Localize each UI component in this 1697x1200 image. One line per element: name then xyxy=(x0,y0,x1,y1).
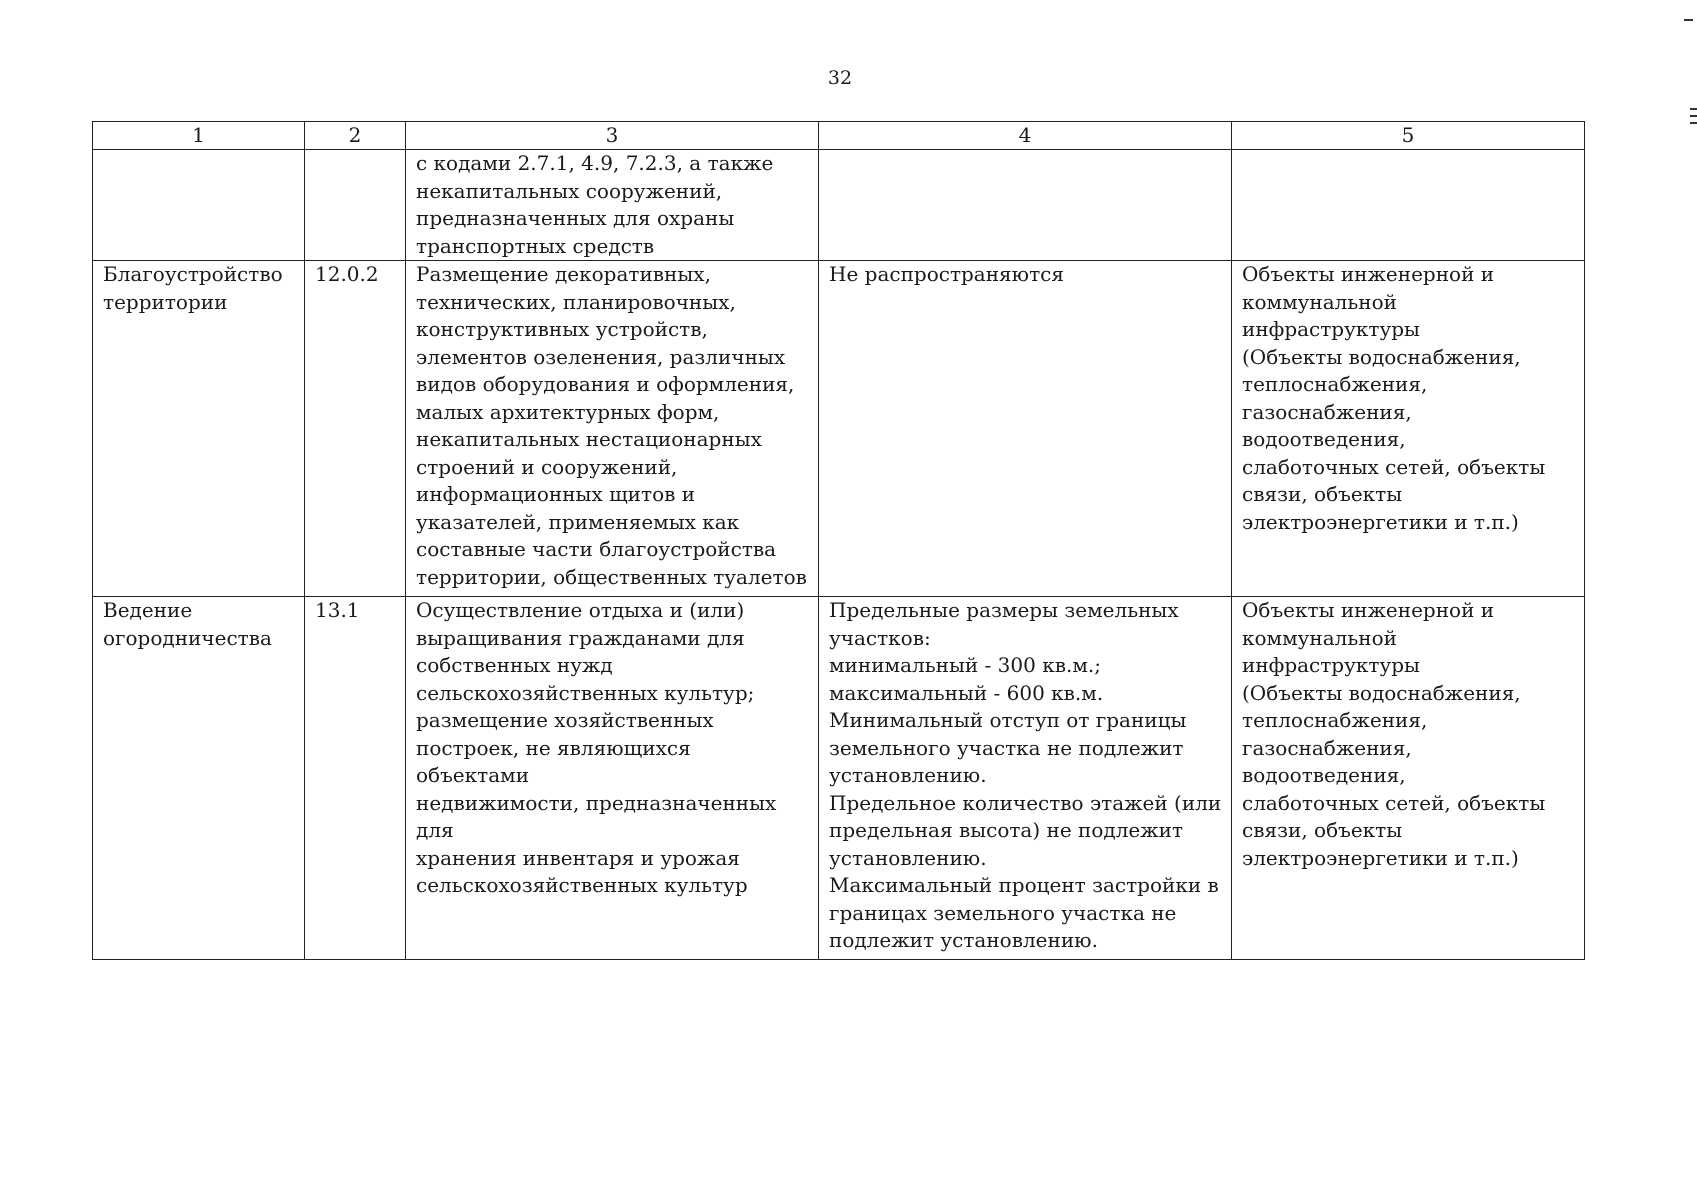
margin-tick-mark xyxy=(1684,19,1693,21)
table-row xyxy=(93,261,1585,597)
cell-parameters: Предельные размеры земельных участков: минимальный - 300 кв.м.; максимальный - 600 кв.м. Минимальный отступ от границы земельного участка не подлежит установлению. Предельное количество этажей (или предельная высота) не подлежит установлению. Максимальный процент застройки в границах земельного участка не подлежит установлению. xyxy=(819,597,1232,960)
cell-use-name: Ведение огородничества xyxy=(93,597,305,960)
cell-use-description: Осуществление отдыха и (или) выращивания гражданами для собственных нужд сельскохозяйственных культур; размещение хозяйственных построек, не являющихся объектами недвижимости, предназначенных для хранения инвентаря и урожая сельскохозяйственных культур xyxy=(406,597,819,960)
column-header-5: 5 xyxy=(1232,122,1585,150)
cell-use-code xyxy=(305,150,406,261)
cell-use-description: Размещение декоративных, технических, планировочных, конструктивных устройств, элементов озеленения, различных видов оборудования и оформления, малых архитектурных форм, некапитальных нестационарных строений и сооружений, информационных щитов и указателей, применяемых как составные части благоустройства территории, общественных туалетов xyxy=(406,261,819,597)
cell-use-name xyxy=(93,150,305,261)
cell-parameters: Не распространяются xyxy=(819,261,1232,597)
table-row xyxy=(93,150,1585,261)
cell-auxiliary-uses: Объекты инженерной и коммунальной инфраструктуры (Объекты водоснабжения, теплоснабжения, газоснабжения, водоотведения, слаботочных сетей, объекты связи, объекты электроэнергетики и т.п.) xyxy=(1232,261,1585,597)
header-row xyxy=(93,122,1585,150)
cell-auxiliary-uses: Объекты инженерной и коммунальной инфраструктуры (Объекты водоснабжения, теплоснабжения, газоснабжения, водоотведения, слаботочных сетей, объекты связи, объекты электроэнергетики и т.п.) xyxy=(1232,597,1585,960)
table-body xyxy=(93,150,1585,960)
cell-use-name: Благоустройство территории xyxy=(93,261,305,597)
column-header-3: 3 xyxy=(406,122,819,150)
table-header xyxy=(93,122,1585,150)
land-use-table xyxy=(92,121,1585,960)
table-row xyxy=(93,597,1585,960)
column-header-4: 4 xyxy=(819,122,1232,150)
page-number: 32 xyxy=(827,67,853,89)
column-header-2: 2 xyxy=(305,122,406,150)
cell-parameters xyxy=(819,150,1232,261)
margin-binding-mark xyxy=(1690,108,1697,124)
cell-use-code: 12.0.2 xyxy=(305,261,406,597)
cell-use-code: 13.1 xyxy=(305,597,406,960)
cell-auxiliary-uses xyxy=(1232,150,1585,261)
cell-use-description: с кодами 2.7.1, 4.9, 7.2.3, а также некапитальных сооружений, предназначенных для охраны транспортных средств xyxy=(406,150,819,261)
column-header-1: 1 xyxy=(93,122,305,150)
